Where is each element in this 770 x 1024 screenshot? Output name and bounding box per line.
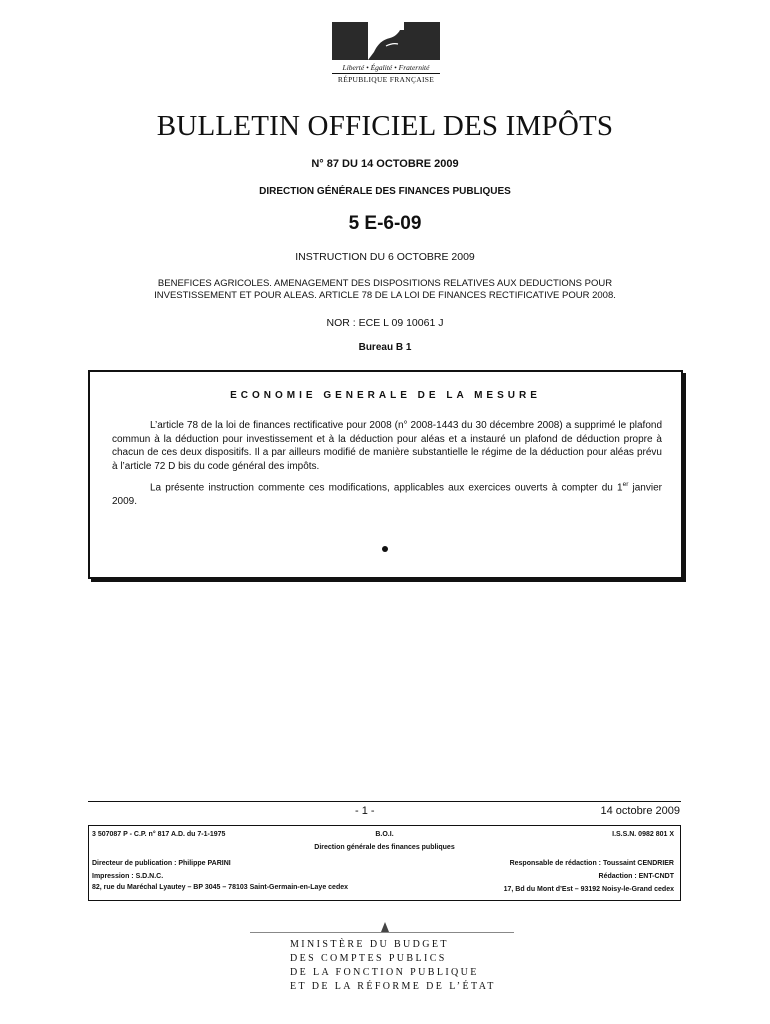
nor-reference: NOR : ECE L 09 10061 J [326, 317, 444, 329]
ministry-line-4: ET DE LA RÉFORME DE L’ÉTAT [290, 981, 496, 992]
republique-francaise-logo [332, 22, 440, 84]
publication-footer [88, 825, 681, 901]
footer-boi: B.O.I. [375, 831, 394, 838]
instruction-date: INSTRUCTION DU 6 OCTOBRE 2009 [295, 251, 475, 263]
summary-heading: ECONOMIE GENERALE DE LA MESURE [230, 390, 541, 401]
bulletin-title: BULLETIN OFFICIEL DES IMPÔTS [156, 110, 614, 142]
ministry-line-3: DE LA FONCTION PUBLIQUE [290, 967, 479, 978]
summary-box [88, 370, 683, 579]
footer-issn: I.S.S.N. 0982 801 X [612, 831, 674, 838]
footer-rule [88, 801, 681, 802]
marianne-profile-icon [368, 22, 404, 60]
subject-line-1: BENEFICES AGRICOLES. AMENAGEMENT DES DISPOSITIONS RELATIVES AUX DEDUCTIONS POUR [157, 278, 613, 289]
logo-divider [332, 73, 440, 74]
footer-ref: 3 507087 P - C.P. n° 817 A.D. du 7-1-1975 [92, 831, 226, 838]
logo-motto: Liberté • Égalité • Fraternité [342, 63, 430, 72]
ministry-line-1: MINISTÈRE DU BUDGET [290, 939, 449, 950]
footer-editor: Responsable de rédaction : Toussaint CENDRIER [509, 860, 674, 867]
footer-date: 14 octobre 2009 [600, 805, 680, 817]
ministry-rule [250, 932, 514, 933]
footer-director: Directeur de publication : Philippe PARINI [92, 860, 231, 867]
issue-number: N° 87 DU 14 OCTOBRE 2009 [311, 158, 459, 170]
direction-name: DIRECTION GÉNÉRALE DES FINANCES PUBLIQUES [259, 186, 511, 197]
summary-paragraph-1: L’article 78 de la loi de finances rectificative pour 2008 (n° 2008-1443 du 30 décembre 2008) a supprimé le plafond commun à la déduction pour investissement et à la déduction pour aléas et a instauré un plafond de déduction propre à chacun de ces deux dispositifs. Il a par ailleurs modifié de manière substantielle le régime de la déduction pour aléas prévu à l’article 72 D bis du code général des impôts. [112, 420, 662, 472]
footer-printing: Impression : S.D.N.C. [92, 873, 164, 880]
subject-line-2: INVESTISSEMENT ET POUR ALEAS. ARTICLE 78 DE LA LOI DE FINANCES RECTIFICATIVE POUR 2008. [154, 290, 616, 301]
ministry-emblem-icon [381, 922, 389, 932]
bureau: Bureau B 1 [358, 342, 412, 353]
ministry-line-2: DES COMPTES PUBLICS [290, 953, 447, 964]
summary-paragraph-2: La présente instruction commente ces modifications, applicables aux exercices ouverts à compter du 1er janvier 2009. [112, 481, 662, 507]
instruction-subject [0, 278, 770, 302]
ministry-name [290, 938, 496, 994]
bullet-icon [382, 546, 388, 552]
footer-boi-sub: Direction générale des finances publiques [314, 844, 455, 851]
page-number: - 1 - [355, 805, 375, 817]
footer-address-left: 82, rue du Maréchal Lyautey – BP 3045 – 78103 Saint-Germain-en-Laye cedex [92, 884, 349, 891]
footer-address-right: 17, Bd du Mont d’Est – 93192 Noisy-le-Grand cedex [503, 886, 674, 893]
logo-republic: RÉPUBLIQUE FRANÇAISE [337, 75, 435, 84]
instruction-code: 5 E-6-09 [348, 213, 422, 234]
footer-redaction: Rédaction : ENT-CNDT [598, 873, 674, 880]
